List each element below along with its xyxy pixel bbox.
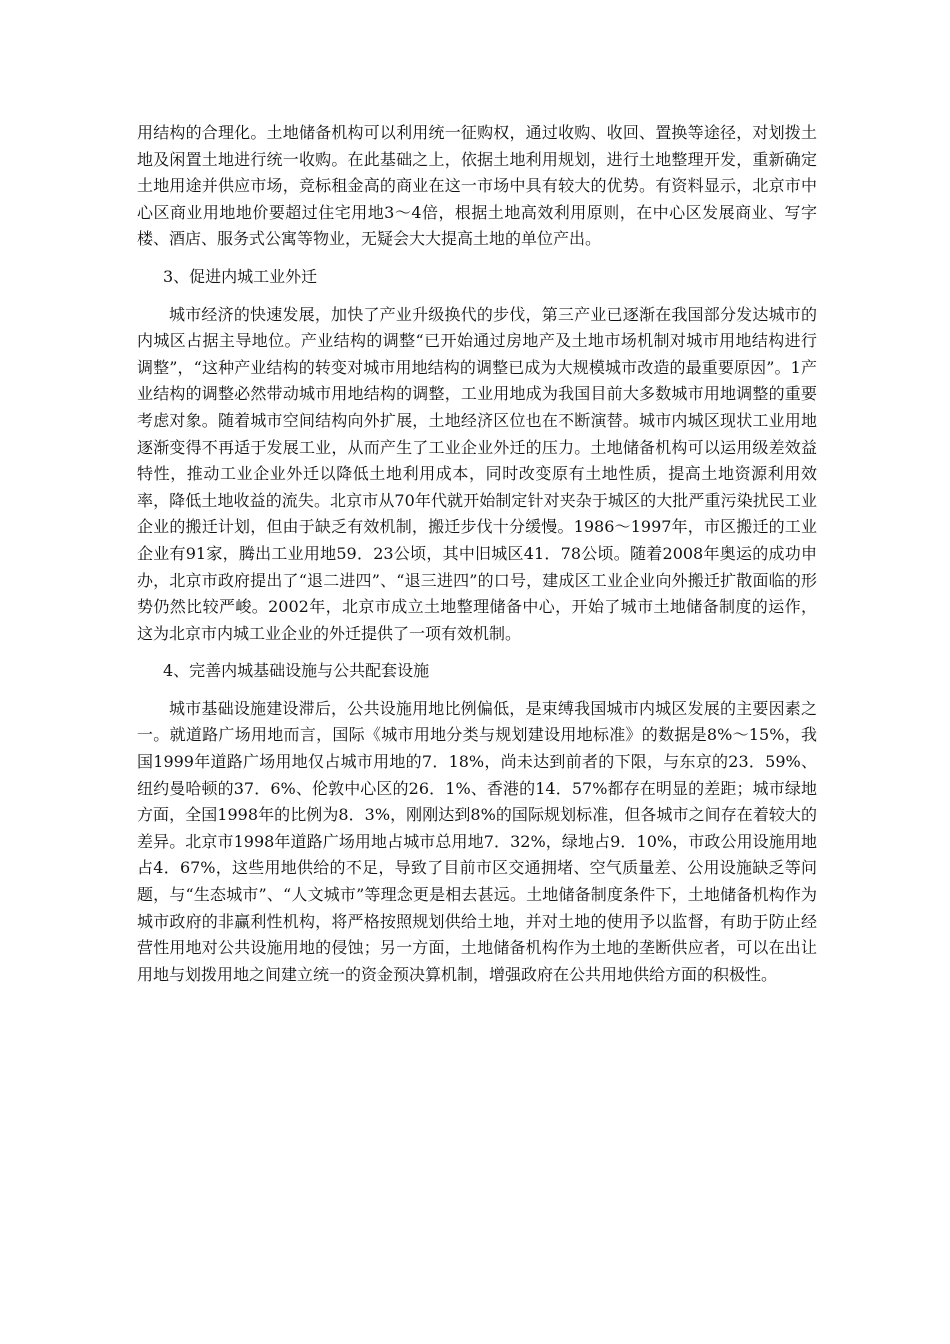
paragraph-industry-relocation: 城市经济的快速发展，加快了产业升级换代的步伐，第三产业已逐渐在我国部分发达城市的内城区占据主导地位。产业结构的调整“已开始通过房地产及土地市场机制对城市用地结构进行调整”，“这种产业结构的转变对城市用地结构的调整已成为大规模城市改造的最重要原因”。1产业结构的调整必然带动城市用地结构的调整，工业用地成为我国目前大多数城市用地调整的重要考虑对象。随着城市空间结构向外扩展，土地经济区位也在不断演替。城市内城区现状工业用地逐渐变得不再适于发展工业，从而产生了工业企业外迁的压力。土地储备机构可以运用级差效益特性，推动工业企业外迁以降低土地利用成本，同时改变原有土地性质，提高土地资源利用效率，降低土地收益的流失。北京市从70年代就开始制定针对夹杂于城区的大批严重污染扰民工业企业的搬迁计划，但由于缺乏有效机制，搬迁步伐十分缓慢。1986～1997年，市区搬迁的工业企业有91家，腾出工业用地59．23公顷，其中旧城区41．78公顷。随着2008年奥运的成功申办，北京市政府提出了“退二进四”、“退三进四”的口号，建成区工业企业向外搬迁扩散面临的形势仍然比较严峻。2002年，北京市成立土地整理储备中心，开始了城市土地储备制度的运作，这为北京市内城工业企业的外迁提供了一项有效机制。 xyxy=(137,304,817,643)
section-heading-infrastructure: 4、完善内城基础设施与公共配套设施 xyxy=(163,661,430,681)
paragraph-land-structure: 用结构的合理化。土地储备机构可以利用统一征购权，通过收购、收回、置换等途径，对划拨土地及闲置土地进行统一收购。在此基础之上，依据土地利用规划，进行土地整理开发，重新确定土地用途并供应市场，竞标租金高的商业在这一市场中具有较大的优势。有资料显示，北京市中心区商业用地地价要超过住宅用地3～4倍，根据土地高效利用原则，在中心区发展商业、写字楼、酒店、服务式公寓等物业，无疑会大大提高土地的单位产出。 xyxy=(137,123,817,249)
paragraph-infrastructure: 城市基础设施建设滞后，公共设施用地比例偏低，是束缚我国城市内城区发展的主要因素之一。就道路广场用地而言，国际《城市用地分类与规划建设用地标准》的数据是8%～15%，我国1999年道路广场用地仅占城市用地的7．18%，尚未达到前者的下限，与东京的23．59%、纽约曼哈顿的37．6%、伦敦中心区的26．1%、香港的14．57%都存在明显的差距；城市绿地方面，全国1998年的比例为8．3%，刚刚达到8%的国际规划标准，但各城市之间存在着较大的差异。北京市1998年道路广场用地占城市总用地7．32%，绿地占9．10%，市政公用设施用地占4．67%，这些用地供给的不足，导致了目前市区交通拥堵、空气质量差、公用设施缺乏等问题，与“生态城市”、“人文城市”等理念更是相去甚远。土地储备制度条件下，土地储备机构作为城市政府的非赢利性机构，将严格按照规划供给土地，并对土地的使用予以监督，有助于防止经营性用地对公共设施用地的侵蚀；另一方面，土地储备机构作为土地的垄断供应者，可以在出让用地与划拨用地之间建立统一的资金预决算机制，增强政府在公共用地供给方面的积极性。 xyxy=(137,698,817,984)
section-heading-industry-relocation: 3、促进内城工业外迁 xyxy=(163,266,318,286)
document-page xyxy=(137,120,817,988)
